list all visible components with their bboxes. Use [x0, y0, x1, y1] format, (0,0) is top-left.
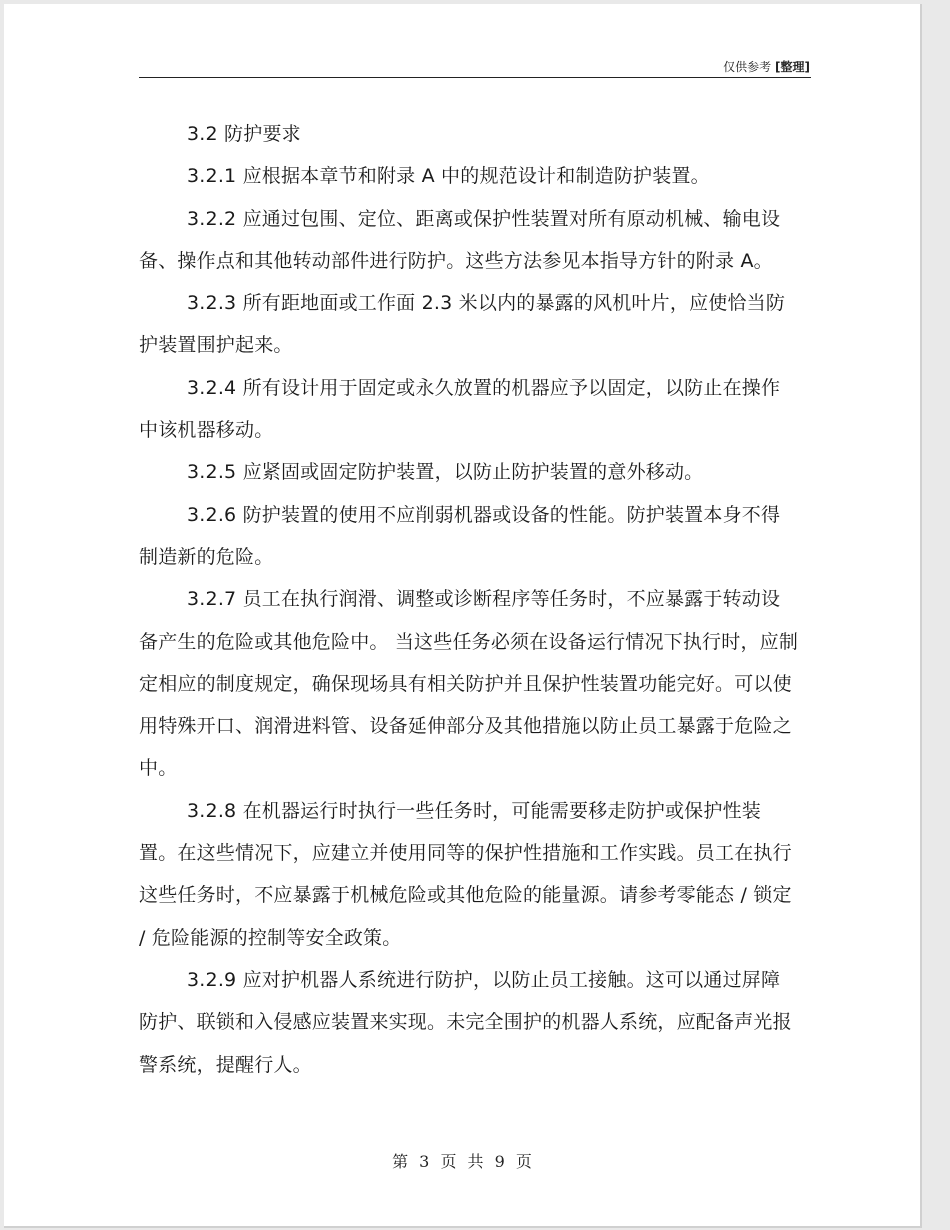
paragraph-3-2-5: 3.2.5 应紧固或固定防护装置，以防止防护装置的意外移动。	[187, 461, 704, 484]
header-divider	[139, 77, 811, 78]
paragraph-3-2-3: 3.2.3 所有距地面或工作面 2.3 米以内的暴露的风机叶片，应使恰当防护装置围护起来。	[139, 292, 786, 357]
paragraph-3-2-7: 3.2.7 员工在执行润滑、调整或诊断程序等任务时，不应暴露于转动设备产生的危险或其他危险中。 当这些任务必须在设备运行情况下执行时，应制定相应的制度规定，确保现场具有相关防护并且保护性装置功能完好。可以使用特殊开口、润滑进料管、设备延伸部分及其他措施以防止员工暴露于危险之中。	[139, 588, 799, 780]
header-tag: [整理]	[775, 60, 810, 74]
paragraph-3-2-2: 3.2.2 应通过包围、定位、距离或保护性装置对所有原动机械、输电设备、操作点和其他转动部件进行防护。这些方法参见本指导方针的附录 A。	[139, 207, 781, 272]
paragraph-3-2-9: 3.2.9 应对护机器人系统进行防护，以防止员工接触。这可以通过屏障防护、联锁和入侵感应装置来实现。未完全围护的机器人系统，应配备声光报警系统，提醒行人。	[139, 968, 792, 1076]
paragraph-3-2-4: 3.2.4 所有设计用于固定或永久放置的机器应予以固定，以防止在操作中该机器移动。	[139, 376, 781, 442]
paragraph-3-2-1: 3.2.1 应根据本章节和附录 A 中的规范设计和制造防护装置。	[187, 165, 710, 188]
paragraph-3-2-6: 3.2.6 防护装置的使用不应削弱机器或设备的性能。防护装置本身不得制造新的危险。	[139, 503, 781, 568]
section-heading: 3.2 防护要求	[187, 123, 301, 145]
header-note-text: 仅供参考	[723, 60, 772, 74]
paragraph-3-2-8: 3.2.8 在机器运行时执行一些任务时，可能需要移走防护或保护性装置。在这些情况下，应建立并使用同等的保护性措施和工作实践。员工在执行这些任务时，不应暴露于机械危险或其他危险的能量源。请参考零能态 / 锁定 / 危险能源的控制等安全政策。	[139, 799, 792, 949]
document-page	[4, 4, 922, 1228]
header-note	[723, 58, 810, 75]
page-footer: 第 3 页 共 9 页	[392, 1152, 532, 1171]
document-body	[139, 113, 799, 1086]
